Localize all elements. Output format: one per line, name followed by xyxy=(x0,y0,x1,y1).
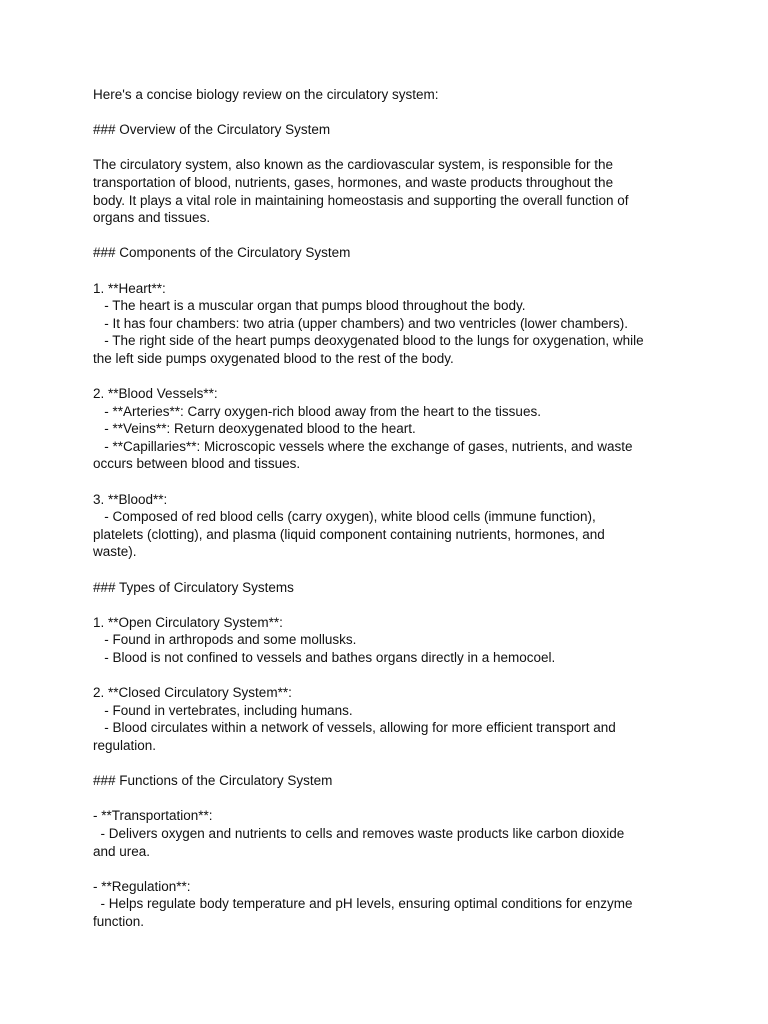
section-heading: ### Types of Circulatory Systems xyxy=(93,579,294,595)
text-line: occurs between blood and tissues. xyxy=(93,456,301,472)
text-line: - **Arteries**: Carry oxygen-rich blood away from the heart to the tissues. xyxy=(93,403,541,419)
text-line: transportation of blood, nutrients, gases, hormones, and waste products throughout the xyxy=(93,174,614,190)
section-heading: ### Components of the Circulatory System xyxy=(93,245,351,261)
text-line: 3. **Blood**: xyxy=(93,491,168,507)
text-line: 2. **Blood Vessels**: xyxy=(93,386,218,402)
text-line: and urea. xyxy=(93,843,151,859)
text-line: 1. **Heart**: xyxy=(93,280,166,296)
blank-line xyxy=(93,104,683,122)
blank-line xyxy=(93,139,683,157)
text-line: function. xyxy=(93,913,145,929)
document-page xyxy=(93,86,683,931)
text-line: organs and tissues. xyxy=(93,210,211,226)
text-line: - **Veins**: Return deoxygenated blood to the heart. xyxy=(93,421,416,437)
text-line: platelets (clotting), and plasma (liquid component containing nutrients, hormones, and xyxy=(93,526,605,542)
text-line: - It has four chambers: two atria (upper chambers) and two ventricles (lower chambers). xyxy=(93,315,628,331)
text-line: - Composed of red blood cells (carry oxygen), white blood cells (immune function), xyxy=(93,509,596,525)
document-body xyxy=(93,86,683,931)
text-line: waste). xyxy=(93,544,137,560)
text-line: - Delivers oxygen and nutrients to cells and removes waste products like carbon dioxide xyxy=(93,825,625,841)
text-line: Here's a concise biology review on the circulatory system: xyxy=(93,87,439,102)
text-line: - Helps regulate body temperature and pH levels, ensuring optimal conditions for enzyme xyxy=(93,896,633,912)
blank-line xyxy=(93,667,683,685)
text-line: - The right side of the heart pumps deoxygenated blood to the lungs for oxygenation, while xyxy=(93,333,644,349)
blank-line xyxy=(93,473,683,491)
text-line: body. It plays a vital role in maintaining homeostasis and supporting the overall function of xyxy=(93,192,629,208)
text-line: 2. **Closed Circulatory System**: xyxy=(93,685,292,701)
blank-line xyxy=(93,596,683,614)
text-line: - Blood circulates within a network of vessels, allowing for more efficient transport and xyxy=(93,720,616,736)
text-line: - The heart is a muscular organ that pumps blood throughout the body. xyxy=(93,298,526,314)
text-line: - Found in vertebrates, including humans. xyxy=(93,702,353,718)
blank-line xyxy=(93,790,683,808)
blank-line xyxy=(93,227,683,245)
blank-line xyxy=(93,755,683,773)
blank-line xyxy=(93,368,683,386)
text-line: - **Regulation**: xyxy=(93,878,191,894)
text-line: - **Transportation**: xyxy=(93,808,213,824)
section-heading: ### Functions of the Circulatory System xyxy=(93,773,333,789)
section-heading: ### Overview of the Circulatory System xyxy=(93,122,331,138)
text-line: regulation. xyxy=(93,737,157,753)
text-line: - **Capillaries**: Microscopic vessels where the exchange of gases, nutrients, and waste xyxy=(93,438,633,454)
text-line: - Found in arthropods and some mollusks. xyxy=(93,632,357,648)
blank-line xyxy=(93,860,683,878)
text-line: 1. **Open Circulatory System**: xyxy=(93,614,283,630)
blank-line xyxy=(93,262,683,280)
blank-line xyxy=(93,561,683,579)
text-line: the left side pumps oxygenated blood to the rest of the body. xyxy=(93,350,454,366)
text-line: The circulatory system, also known as the cardiovascular system, is responsible for the xyxy=(93,157,613,173)
text-line: - Blood is not confined to vessels and bathes organs directly in a hemocoel. xyxy=(93,650,556,665)
